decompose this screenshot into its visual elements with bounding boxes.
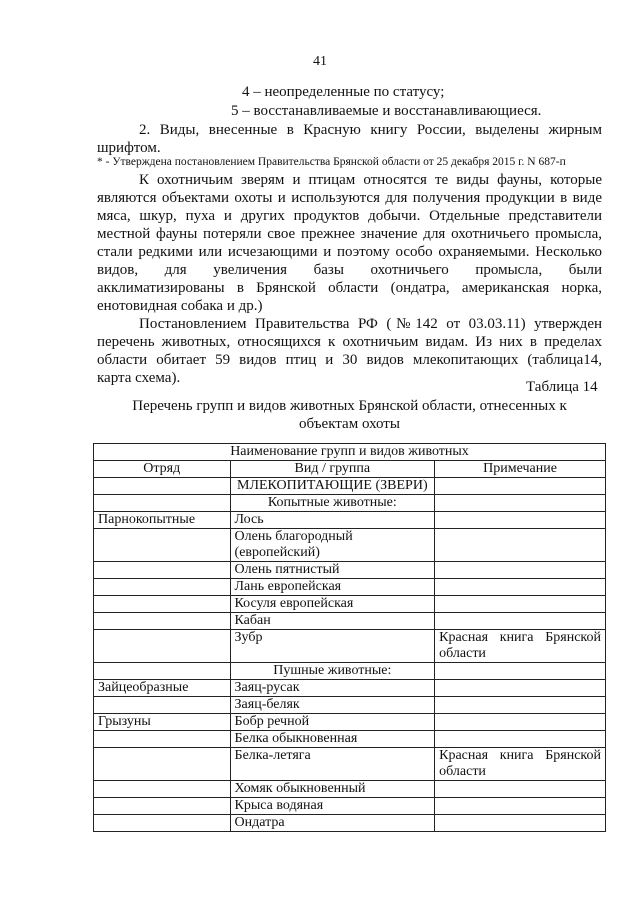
paragraph-line: области обитает 59 видов птиц и 30 видов млекопитающих (таблица14,	[97, 352, 602, 368]
table-row	[94, 512, 606, 529]
paragraph-line: видов, для увеличения базы охотничьего промысла, были	[97, 262, 602, 278]
species-cell: Ондатра	[230, 815, 435, 832]
table-row	[94, 798, 606, 815]
table-row	[94, 680, 606, 697]
paragraph-line: шрифтом.	[97, 140, 161, 156]
table-row	[94, 781, 606, 798]
species-cell: Хомяк обыкновенный	[230, 781, 435, 798]
species-cell: Белка обыкновенная	[230, 731, 435, 748]
paragraph-line: К охотничьим зверям и птицам относятся те виды фауны, которые	[139, 172, 602, 188]
species-cell: Зубр	[230, 630, 435, 663]
hunting-species-table	[93, 443, 606, 832]
note-line: Красная книга Брянской	[439, 748, 601, 763]
table-row	[94, 697, 606, 714]
paragraph-line: стали редкими или исчезающими и поэтому особо охраняемыми. Несколько	[97, 244, 602, 260]
page-number: 41	[313, 54, 327, 69]
paragraph-hunting-fauna	[97, 171, 602, 315]
paragraph-line: 2. Виды, внесенные в Красную книгу России, выделены жирным	[139, 122, 602, 138]
species-cell: Лань европейская	[230, 579, 435, 596]
table-row	[94, 461, 606, 478]
note-line: области	[439, 764, 486, 779]
note-line: области	[439, 646, 486, 661]
table-title-line: объектам охоты	[299, 416, 400, 432]
table-row	[94, 495, 606, 512]
species-line: Олень благородный	[234, 529, 353, 544]
paragraph-line: перечень животных, относящихся к охотничьим видам. Из них в пределах	[97, 334, 602, 350]
table-label: Таблица 14	[526, 379, 598, 395]
list-item: 5 – восстанавливаемые и восстанавливающиеся.	[231, 103, 542, 119]
table-row	[94, 714, 606, 731]
species-cell: Лось	[230, 512, 435, 529]
paragraph-line: енотовидная собака и др.)	[97, 298, 263, 314]
paragraph-resolution	[97, 315, 602, 387]
table-header-main: Наименование групп и видов животных	[94, 444, 606, 461]
table-row	[94, 663, 606, 680]
list-item: 4 – неопределенные по статусу;	[242, 84, 445, 100]
table-title	[97, 397, 602, 433]
species-cell: Кабан	[230, 613, 435, 630]
table-row	[94, 613, 606, 630]
paragraph-line: Постановлением Правительства РФ (№142 от 03.03.11) утвержден	[139, 316, 602, 332]
table-row	[94, 444, 606, 461]
table-row	[94, 478, 606, 495]
paragraph-line: акклиматизированы в Брянской области (ондатра, американская норка,	[97, 280, 602, 296]
species-cell: Бобр речной	[230, 714, 435, 731]
group-header: Копытные животные:	[230, 495, 435, 512]
paragraph-line: карта схема).	[97, 370, 181, 386]
paragraph-line: являются объектами охоты и используются для получения продукции в виде	[97, 190, 602, 206]
paragraph-line: мяса, шкур, пуха и других продуктов добычи. Отдельные представители	[97, 208, 602, 224]
species-cell: Олень пятнистый	[230, 562, 435, 579]
column-header-note: Примечание	[435, 461, 606, 478]
table-row	[94, 562, 606, 579]
group-header: Пушные животные:	[230, 663, 435, 680]
paragraph-line: местной фауны потеряли свое прежнее значение для охотничьего промысла,	[97, 226, 602, 242]
note-cell	[435, 630, 606, 663]
species-cell: Крыса водяная	[230, 798, 435, 815]
species-line: (европейский)	[234, 545, 320, 560]
species-cell: Заяц-русак	[230, 680, 435, 697]
table-row	[94, 579, 606, 596]
order-cell: Грызуны	[94, 714, 231, 731]
table-row	[94, 529, 606, 562]
column-header-species: Вид / группа	[230, 461, 435, 478]
species-cell: Косуля европейская	[230, 596, 435, 613]
paragraph-red-book	[97, 121, 602, 157]
table-row	[94, 815, 606, 832]
table-title-line: Перечень групп и видов животных Брянской области, отнесенных к	[132, 398, 567, 414]
order-cell: Зайцеобразные	[94, 680, 231, 697]
table-row	[94, 596, 606, 613]
order-cell: Парнокопытные	[94, 512, 231, 529]
note-cell	[435, 748, 606, 781]
note-line: Красная книга Брянской	[439, 630, 601, 645]
table-row	[94, 748, 606, 781]
species-cell: Заяц-беляк	[230, 697, 435, 714]
table-row	[94, 630, 606, 663]
footnote: * - Утверждена постановлением Правительства Брянской области от 25 декабря 2015 г. N 687-п	[97, 156, 566, 168]
species-cell: Белка-летяга	[230, 748, 435, 781]
column-header-order: Отряд	[94, 461, 231, 478]
class-row: МЛЕКОПИТАЮЩИЕ (ЗВЕРИ)	[230, 478, 435, 495]
table-row	[94, 731, 606, 748]
species-cell	[230, 529, 435, 562]
